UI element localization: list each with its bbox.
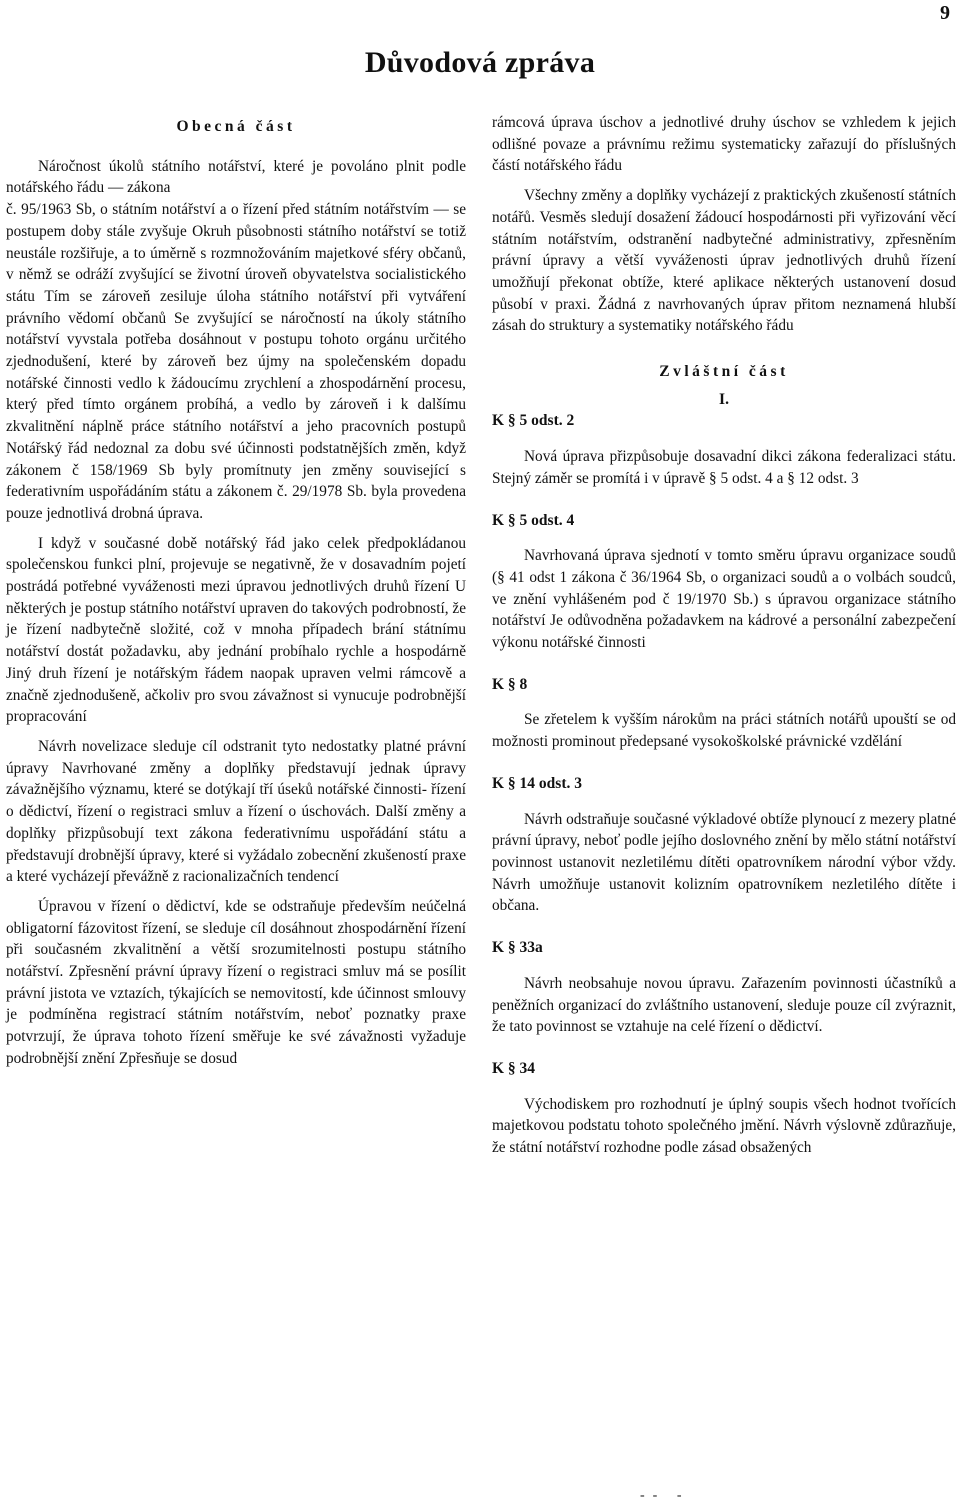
general-paragraph-4: Úpravou v řízení o dědictví, kde se odstraňuje především neúčelná obligatorní fázovitost řízení, se sleduje cíl dosáhnout zhospodárnění řízení při současném zkvalitnění a větší srozumitelnosti postupu státního notářství. Zpřesnění právní úpravy řízení o registraci smluv má se posílit právní jistota ve vztazích, týkajících se nemovitostí, kde účinnost smlouvy je podmíněna registrací státním notářstvím, neboť poznatky praxe potvrzují, že úprava tohoto řízení směřuje ke své závažnosti vyžaduje podrobnější znění Zpřesňuje se dosud (6, 897, 466, 1067)
section-label-33a: K § 33a (492, 939, 543, 957)
general-intro-line: Náročnost úkolů státního notářství, které je povoláno plnit podle notářského řádu — zákona (6, 157, 466, 197)
section-label-5-2: K § 5 odst. 2 (492, 412, 575, 430)
document-title: Důvodová zpráva (364, 46, 596, 79)
page-number: 9 (940, 2, 950, 24)
general-paragraph-1: č. 95/1963 Sb, o státním notářství a o řízení před státním notářstvím — se postupem doby stále zvyšuje Okruh působnosti státního notářství se totiž neustále rozšiřuje, a to úměrně s rozmnožováním majetkové sféry občanů, v němž se odráží zvyšující se životní úroveň obyvatelstva socialistického státu Tím se zároveň zesiluje úloha státního notářství při vytváření právního vědomí občanů Se zvyšující se náročností na úkoly státního notářství vyvstala potřeba dosáhnout v postupu tohoto orgánu určitého zjednodušení, které by zároveň bez újmy na společenském dopadu notářské činnosti vedlo k žádoucímu zrychlení a zhospodárnění procesu, který před tímto orgánem probíhá, a vedlo by zároveň i k dalšímu zkvalitnění náplně práce státního notářství a jeho pracovních postupů Notářský řád nedoznal za dobu své účinnosti podstatnějších změn, když zákonem č 158/1969 Sb byly promítnuty jen změny související s federativním uspořádáním státu a zákonem č. 29/1978 Sb. byla provedena pouze jednotlivá drobná úprava. (6, 201, 466, 522)
general-continuation: rámcová úprava úschov a jednotlivé druhy úschov se vzhledem k jejich odlišné povaze a právnímu režimu systematicky zařazují do příslušných částí notářského řádu (492, 114, 956, 175)
section-label-14-3: K § 14 odst. 3 (492, 774, 582, 792)
general-part-heading: Obecná část (176, 118, 296, 135)
special-part-roman-numeral: I. (719, 390, 729, 408)
section-label-8: K § 8 (492, 675, 528, 693)
footer-marks: -- - (640, 1488, 690, 1503)
left-column (6, 112, 466, 1492)
section-text-33a: Návrh neobsahuje novou úpravu. Zařazením povinnosti účastníků a peněžních organizací do zvláštního ustanovení, sleduje pouze cíl zvýraznit, že tato povinnost se vztahuje na celé řízení o dědictví. (492, 974, 956, 1036)
section-text-34: Východiskem pro rozhodnutí je úplný soupis všech hodnot tvořících majetkovou podstatu tohoto společného jmění. Návrh výslovně zdůrazňuje, že státní notářství rozhodne podle zásad obsažených (492, 1095, 956, 1157)
section-label-34: K § 34 (492, 1059, 536, 1077)
section-text-14-3: Návrh odstraňuje současné výkladové obtíže plynoucí z mezery platné právní úpravy, neboť podle jejího doslovného znění by mělo státní notářství povinnost ustanovit nezletilému dítěti opatrovníkem národní výbor vždy. Návrh umožňuje ustanovit kolizním opatrovníkem nezletilého dítěte i občana. (492, 810, 956, 915)
section-label-5-4: K § 5 odst. 4 (492, 511, 575, 529)
section-text-8: Se zřetelem k vyšším nárokům na práci státních notářů upouští se od možnosti prominout předepsané vysokoškolské právnické vzdělání (492, 711, 956, 751)
general-paragraph-5: Všechny změny a doplňky vycházejí z praktických zkušeností státních notářů. Vesměs sledují dosažení žádoucí hospodárnosti při vyřizování věcí státním notářstvím, odstranění nadbytečné administrativy, zpřesněním právní úpravy a větší vyváženosti úprav jednotlivých druhů řízení umožňují překonat obtíže, které aplikace některých ustanovení dosud působí v praxi. Žádná z navrhovaných úprav přitom neznamená hlubší zásah do struktury a systematiky notářského řádu (492, 187, 956, 335)
right-column (492, 112, 956, 1492)
general-paragraph-3: Návrh novelizace sleduje cíl odstranit tyto nedostatky platné právní úpravy Navrhované změny a doplňky představují jednak úpravy závažnějšího významu, které se dotýkají tří úseků notářské činnosti- řízení o dědictví, řízení o registraci smluv a řízení o úschovách. Další změny a doplňky přizpůsobují text zákona federativnímu uspořádání státu a představují drobnější úpravy, které si vyžádalo zobecnění zkušeností praxe a které vycházejí převážně z racionalizačních tendencí (6, 737, 466, 886)
section-text-5-2: Nová úprava přizpůsobuje dosavadní dikci zákona federalizaci státu. Stejný záměr se promítá i v úpravě § 5 odst. 4 a § 12 odst. 3 (492, 448, 956, 487)
section-text-5-4: Navrhovaná úprava sjednotí v tomto směru úpravu organizace soudů (§ 41 odst 1 zákona č 36/1964 Sb, o organizaci soudů a o volbách soudců, ve znění vyhlášeném pod č 19/1970 Sb.) s úpravou organizace státního notářství Je odůvodněna požadavkem na kádrové a personální zabezpečení výkonu notářské činnosti (492, 547, 956, 652)
special-part-heading: Zvláštní část (659, 363, 789, 381)
general-paragraph-2: I když v současné době notářský řád jako celek předpokládanou společenskou funkci plní, projevuje se negativně, že v dosavadním pojetí postrádá potřebné vyváženosti mezi úpravou jednotlivých druhů řízení U některých je postup státního notářství upraven do takových podrobností, že je řízení nadbytečně složité, což v mnoha případech brání státnímu notářství dostát požadavku, aby jednání probíhalo rychle a hospodárně Jiný druh řízení je notářským řádem naopak upraven velmi rámcově a značně zjednodušeně, ačkoliv pro svou závažnost si vynucuje podrobnější propracování (6, 534, 466, 726)
